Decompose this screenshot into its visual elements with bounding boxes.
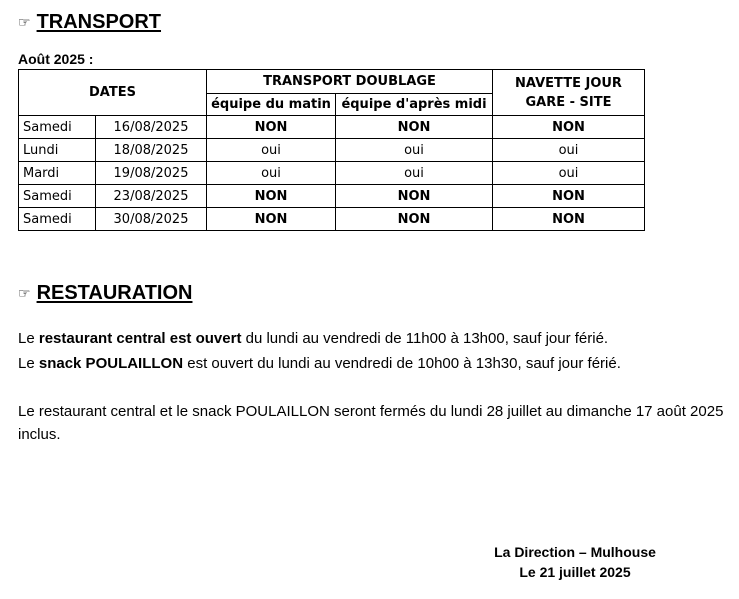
pointing-hand-icon: ☞ — [18, 14, 31, 30]
transport-title: TRANSPORT — [36, 11, 162, 33]
cell-date: 23/08/2025 — [96, 185, 207, 208]
restaurant-central-bold: restaurant central est ouvert — [38, 330, 242, 347]
cell-date: 18/08/2025 — [96, 139, 207, 162]
cell-matin: NON — [207, 185, 336, 208]
header-dates: DATES — [19, 70, 207, 116]
cell-day: Mardi — [19, 162, 96, 185]
table-row — [19, 208, 645, 231]
signature-direction: La Direction – Mulhouse — [494, 544, 656, 560]
cell-apres-midi: NON — [336, 208, 493, 231]
cell-date: 16/08/2025 — [96, 116, 207, 139]
cell-apres-midi: NON — [336, 116, 493, 139]
cell-navette: oui — [493, 162, 645, 185]
cell-date: 19/08/2025 — [96, 162, 207, 185]
period-label: Août 2025 : — [18, 51, 94, 67]
cell-apres-midi: oui — [336, 139, 493, 162]
restauration-heading — [18, 283, 192, 303]
cell-navette: oui — [493, 139, 645, 162]
table-row — [19, 116, 645, 139]
snack-bold: snack POULAILLON — [38, 355, 184, 372]
text-prefix: Le — [18, 330, 39, 347]
signature-date: Le 21 juillet 2025 — [519, 564, 631, 580]
cell-matin: NON — [207, 116, 336, 139]
cell-navette: NON — [493, 116, 645, 139]
cell-day: Samedi — [19, 116, 96, 139]
cell-matin: oui — [207, 162, 336, 185]
cell-day: Samedi — [19, 208, 96, 231]
cell-matin: NON — [207, 208, 336, 231]
text-rest: est ouvert du lundi au vendredi de 10h00 à 13h30, sauf jour férié. — [183, 355, 621, 372]
header-apres-midi: équipe d'après midi — [336, 94, 493, 116]
pointing-hand-icon: ☞ — [18, 285, 31, 301]
transport-heading — [18, 12, 161, 32]
header-transport-doublage: TRANSPORT DOUBLAGE — [207, 70, 493, 94]
snack-hours-text — [18, 352, 734, 375]
cell-apres-midi: oui — [336, 162, 493, 185]
text-prefix: Le — [18, 355, 39, 372]
cell-day: Lundi — [19, 139, 96, 162]
header-navette-line1: NAVETTE JOUR — [515, 75, 622, 91]
restauration-title: RESTAURATION — [36, 282, 193, 304]
header-navette-line2: GARE - SITE — [525, 94, 612, 110]
restaurant-hours-text — [18, 327, 734, 350]
cell-apres-midi: NON — [336, 185, 493, 208]
text-rest: du lundi au vendredi de 11h00 à 13h00, sauf jour férié. — [241, 330, 609, 347]
cell-matin: oui — [207, 139, 336, 162]
header-matin: équipe du matin — [207, 94, 336, 116]
cell-navette: NON — [493, 185, 645, 208]
cell-navette: NON — [493, 208, 645, 231]
cell-date: 30/08/2025 — [96, 208, 207, 231]
table-row — [19, 185, 645, 208]
table-row — [19, 139, 645, 162]
cell-day: Samedi — [19, 185, 96, 208]
header-navette — [493, 70, 645, 116]
transport-table — [18, 69, 645, 231]
table-row — [19, 162, 645, 185]
closure-notice-text: Le restaurant central et le snack POULAILLON seront fermés du lundi 28 juillet au dimanche 17 août 2025 inclus. — [18, 403, 724, 443]
